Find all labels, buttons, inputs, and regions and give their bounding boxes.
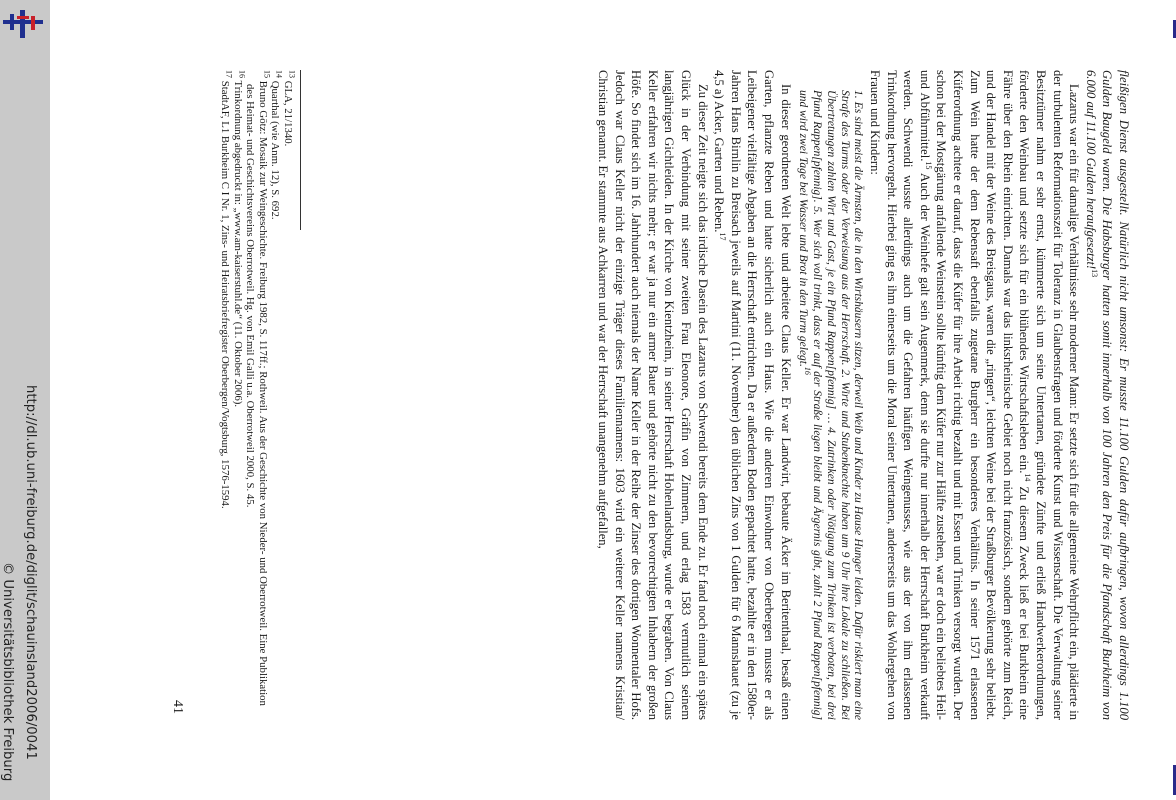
scanned-page (50, 0, 1176, 800)
paragraph-1-text: fleißigen Dienst ausgestellt. Natürlich nicht umsonst: Er musste 11.100 Gulden dafür aufbringen, wovon allerdings 1.100 Gulden Baugeld waren. Die Habsburger hatten somit innerhalb von 100 Jahren den Preis für die Pfandschaft Burkheim von 6.000 auf 11.100 Gulden heraufgesetzt! (1083, 70, 1131, 720)
footnote-ref-17: 17 (718, 232, 728, 241)
paragraph-3 (711, 70, 794, 720)
footnote-ref-13: 13 (1090, 269, 1099, 278)
footnote-text: Trinkordnung abgedruckt in: „www.am-kaiserstuhl.de“ (11. Oktober 2006). (231, 80, 244, 408)
footnote-text: Quarthal (wie Anm. 12), S. 692. (269, 80, 282, 220)
paragraph-2-text-b: Zu diesem Zweck ließ er bei Burkheim eine Fähre über den Rhein einrichten. Damals war das linksrheinische Gebiet noch nicht französisch, sondern gehörte zum Reich, und der Handel mit der Weine des Breisgaus, waren die „ringen“, leichten Weine bei der Straßburger Bevölkerung sehr beliebt. Zum Wein hatte der dem Rebensaft ebenfalls zugetane Burgherr ein besonderes Verhältnis. In seiner 1571 erlassenen Küferordnung achtete er darauf, dass die Küfer für ihre Arbeit richtig bezahlt und mit Essen und Trinken versorgt wurden. Der schon bei der Mostgärung anfallende Weinstein sollte künftig dem Küfer nur zur Hälfte zustehen, war er doch ein beliebtes Heil- und Abführmittel. (917, 70, 1032, 720)
footnote-number: 16 (237, 70, 247, 78)
paragraph-3-text: In dieser geordneten Welt lebte und arbeitete Claus Keller. Er war Landwirt, bebaute Äcker im Beritenthaal, besaß einen Garten, pflanzte Reben und hatte sicherlich auch ein Haus. Wie die anderen Einwohner von Oberbergen musste er als Leibeigener vielfältige Abgaben an die Herrschaft entrichten. Da er außerdem Boden gepachtet hatte, bezahlte er in den 1580er-Jahren Hans Birnlin zu Breisach jeweils auf Martini (11. November) den üblichen Zins von 1 Gulden für 6 Mannshauet (zu je 4,5 a) Acker, Garten und Reben. (712, 70, 793, 720)
footnote-text: Bruno Götz: Mosaik zur Weingeschichte. Freiburg 1982, S. 117ff.; Rothweil. Aus der Geschichte von Nieder- und Oberrotweil. Eine Publikation des Heimat- und Geschichtsvereins Oberrotweil. Hg. von Emil Galli u.a. Oberrotweil 2000, S. 45. (244, 80, 269, 706)
sidebar (0, 0, 50, 800)
paragraph-1 (1082, 70, 1132, 720)
footnote-16 (231, 70, 247, 720)
paragraph-4 (594, 70, 710, 720)
footnote-ref-14: 14 (1023, 473, 1033, 482)
copyright-notice: © Universitätsbibliothek Freiburg (0, 562, 15, 782)
footnote-number: 17 (224, 70, 234, 78)
footnote-14 (269, 70, 282, 720)
footnote-text: StadtAF, L1 Burkheim C I Nr. 1, Zins- und Heiratsbriefregister Oberbergen/Vogtsburg, 1576-1594. (219, 80, 232, 509)
footnote-15 (244, 70, 272, 720)
paragraph-4-text: Zu dieser Zeit neigte sich das irdische Dasein des Lazarus von Schwendi bereits dem Ende zu. Er fand noch einmal ein spätes Glück in der Verbindung mit seiner zweiten Frau Eleonore, Gräfin von Zimmern, und erlag 1583 vermutlich seinem langjährigen Gichtleiden. In der Kirche von Kientzheim, in seiner Herrschaft Hohenlandsburg, wurde er begraben. Von Claus Keller erfahren wir nichts mehr; er war ja nur ein armer Bauer und gehörte nicht zu den bevorrechtigten Inhabern der großen Höfe. So findet sich im 16. Jahrhundert auch niemals der Name Keller in der Reihe der Zinser des dortigen Wonnentaler Hofs. Jedoch war Claus Keller nicht der einzige Träger dieses Familiennamens: 1603 wird ein weiterer Keller namens Kristian/ Christian genannt. Er stammte aus Achkarren und war der Herrschaft unangenehm aufgefallen, (595, 70, 710, 720)
paragraph-2 (867, 70, 1083, 720)
footnote-text: GLA, 21/1340. (282, 80, 294, 147)
university-library-logo-icon (3, 6, 43, 42)
footnote-number: 15 (262, 70, 272, 78)
block-quote-text: 1. Es sind meist die Ärmsten, die in den Wirtshäusern sitzen, derweil Weib und Kinder zu Hause Hunger leiden. Dafür riskiert man eine Strafe des Turms oder der Verweisung aus der Herrschaft. 2. Wirte und Stubenknechte haben um 9 Uhr ihre Lokale zu schließen. Bei Übertretungen zahlen Wirt und Gast, je ein Pfund Rappen[pfennig] … 4. Zutrinken oder Nötigung zum Trinken ist verboten, bei drei Pfund Rappen[pfennig]. 5. Wer sich voll trinkt, dass er auf der Straße liegen bleibt und Ärgernis gibt, zahlt 2 Pfund Rappen[pfennig] und wird zwei Tage bei Wasser und Brot in den Turm gelegt. (797, 90, 865, 720)
paragraph-2-text-a: Lazarus war ein für damalige Verhältnisse sehr moderner Mann: Er setzte sich für die allgemeine Wehrpflicht ein, plädierte in der turbulenten Reformationszeit für Toleranz in Glaubensfragen und förderte Kunst und Wissenschaft. Die Verwaltung seiner Besitztümer nahm er sehr ernst, kümmerte sich um seine Untertanen, gründete Zünfte und erließ Handwerkerordnungen, förderte den Weinbau und setzte sich für ein blühendes Wirtschaftsleben ein. (1017, 70, 1082, 720)
footnote-ref-16: 16 (803, 366, 813, 375)
footnotes (218, 70, 305, 720)
footnote-13 (281, 70, 297, 720)
footnote-number: 14 (275, 70, 284, 78)
footnote-ref-15: 15 (924, 161, 934, 170)
footnote-divider (300, 70, 301, 230)
footnote-17 (218, 70, 234, 720)
page-main-text (594, 70, 1132, 720)
block-quote (796, 70, 865, 720)
page-number: 41 (170, 700, 185, 714)
source-url[interactable]: http://dl.ub.uni-freiburg.de/diglit/schauinsland2006/0041 (23, 385, 38, 760)
footnote-number: 13 (287, 70, 297, 78)
paragraph-2-text-c: Auch der Weinhefe galt sein Augenmerk, denn sie durfte nur innerhalb der Herrschaft Burkheim verkauft werden. Schwendi wusste allerdings auch um die Gefahren häufigen Weingenusses, wie aus der von ihm erlassenen Trinkordnung hervorgeht. Hierbei ging es ihm einerseits um die Moral seiner Untertanen, andererseits um das Wohlergehen von Frauen und Kindern: (868, 70, 932, 721)
